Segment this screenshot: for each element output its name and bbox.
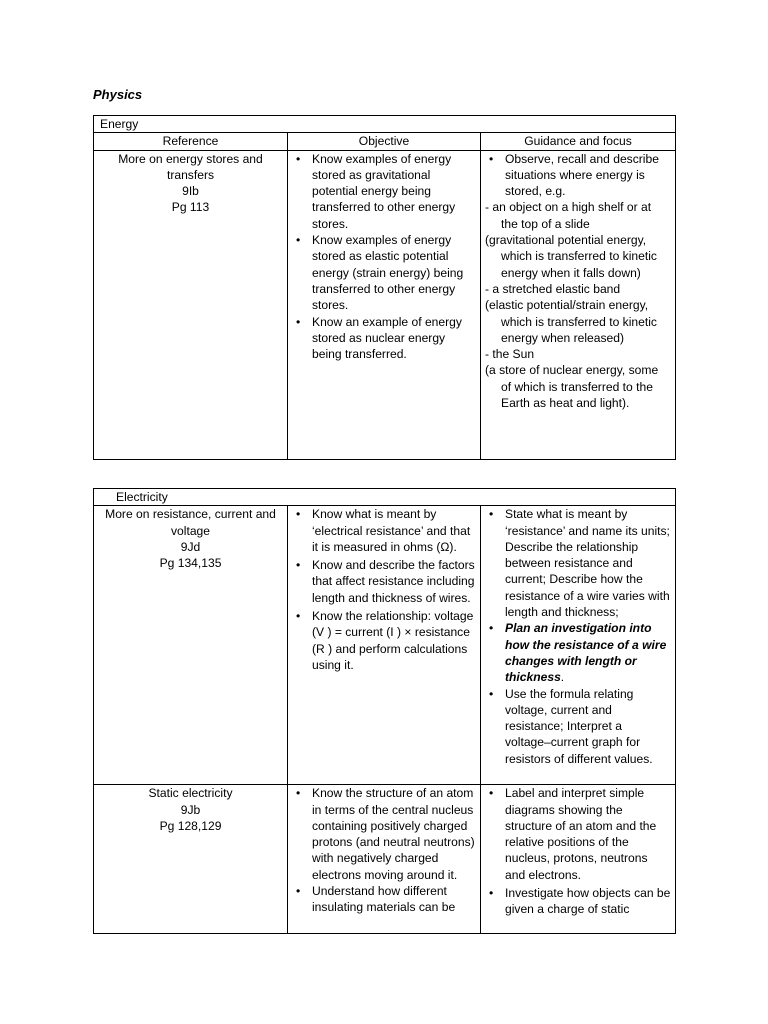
table-row bbox=[94, 150, 676, 459]
bullet-icon: • bbox=[296, 314, 301, 329]
list-item: • Know and describe the factors that affect resistance including length and thickness of wires. bbox=[296, 558, 475, 605]
list-item: • Investigate how objects can be given a charge of static bbox=[489, 886, 671, 917]
bullet-icon: • bbox=[296, 609, 301, 624]
reference-topic: More on resistance, current and voltage bbox=[105, 507, 276, 538]
header-objective: Objective bbox=[288, 133, 481, 150]
guidance-line: (gravitational potential energy, which is transferred to kinetic energy when it falls down) bbox=[485, 233, 657, 280]
list-item: • Know examples of energy stored as elastic potential energy (strain energy) being transferred to other energy stores. bbox=[296, 233, 464, 313]
reference-code: 9Ib bbox=[182, 184, 199, 199]
bullet-icon: • bbox=[296, 233, 301, 248]
energy-table bbox=[93, 115, 676, 460]
bullet-icon: • bbox=[489, 686, 494, 701]
list-item: • Know examples of energy stored as gravitational potential energy being transferred to other energy stores. bbox=[296, 151, 456, 231]
list-item: • Plan an investigation into how the resistance of a wire changes with length or thickness. bbox=[489, 621, 667, 685]
bullet-icon: • bbox=[296, 884, 301, 899]
reference-code: 9Jb bbox=[180, 802, 201, 817]
objective-cell bbox=[288, 150, 481, 459]
header-reference: Reference bbox=[94, 133, 288, 150]
list-item: • Know the structure of an atom in terms of the central nucleus containing positively charged protons (and neutral neutrons) with negatively charged electrons moving around it. bbox=[296, 786, 475, 882]
guidance-cell bbox=[481, 785, 676, 934]
bullet-icon: • bbox=[296, 151, 301, 166]
list-item: • State what is meant by ‘resistance’ and name its units; Describe the relationship between resistance and current; Describe how the resistance of a wire varies with length and thickness; bbox=[489, 507, 670, 620]
bullet-icon: • bbox=[296, 507, 301, 522]
guidance-line: - the Sun bbox=[485, 347, 535, 362]
page-title: Physics bbox=[93, 87, 143, 102]
list-item: • Understand how different insulating materials can be bbox=[296, 884, 456, 915]
reference-page: Pg 113 bbox=[171, 200, 210, 215]
list-item: • Label and interpret simple diagrams showing the structure of an atom and the relative positions of the nucleus, protons, neutrons and electrons. bbox=[489, 786, 657, 882]
list-item: • Know what is meant by ‘electrical resistance’ and that it is measured in ohms (Ω). bbox=[296, 507, 471, 554]
bullet-icon: • bbox=[489, 786, 494, 801]
header-guidance: Guidance and focus bbox=[481, 133, 676, 150]
electricity-section-label: Electricity bbox=[94, 489, 676, 506]
reference-cell bbox=[94, 785, 288, 934]
list-item: • Know an example of energy stored as nuclear energy being transferred. bbox=[296, 314, 462, 362]
bullet-icon: • bbox=[489, 886, 494, 901]
guidance-line: - an object on a high shelf or at the top of a slide bbox=[485, 200, 652, 231]
bullet-icon: • bbox=[489, 151, 494, 166]
list-item: • Know the relationship: voltage (V ) = current (I ) × resistance (R ) and perform calculations using it. bbox=[296, 609, 474, 672]
reference-topic: More on energy stores and transfers bbox=[118, 151, 263, 182]
bullet-icon: • bbox=[296, 786, 301, 801]
table-row bbox=[94, 506, 676, 785]
guidance-line: (elastic potential/strain energy, which is transferred to kinetic energy when released) bbox=[485, 298, 657, 345]
bullet-icon: • bbox=[296, 558, 301, 573]
table-row bbox=[94, 785, 676, 934]
guidance-cell bbox=[481, 150, 676, 459]
list-item: • Use the formula relating voltage, current and resistance; Interpret a voltage–current graph for resistors of different values. bbox=[489, 686, 653, 766]
energy-section-label: Energy bbox=[94, 116, 676, 133]
bullet-icon: • bbox=[489, 621, 494, 636]
guidance-line: - a stretched elastic band bbox=[485, 281, 621, 296]
objective-cell bbox=[288, 506, 481, 785]
electricity-table bbox=[93, 488, 676, 934]
objective-cell bbox=[288, 785, 481, 934]
bullet-icon: • bbox=[489, 507, 494, 522]
reference-page: Pg 134,135 bbox=[159, 556, 222, 571]
reference-topic: Static electricity bbox=[148, 786, 233, 801]
reference-cell bbox=[94, 150, 288, 459]
guidance-line: (a store of nuclear energy, some of which is transferred to the Earth as heat and light). bbox=[485, 363, 659, 411]
reference-page: Pg 128,129 bbox=[159, 818, 222, 833]
reference-cell bbox=[94, 506, 288, 785]
list-item: • Observe, recall and describe situations where energy is stored, e.g. bbox=[489, 151, 659, 199]
guidance-cell bbox=[481, 506, 676, 785]
reference-code: 9Jd bbox=[180, 539, 201, 554]
